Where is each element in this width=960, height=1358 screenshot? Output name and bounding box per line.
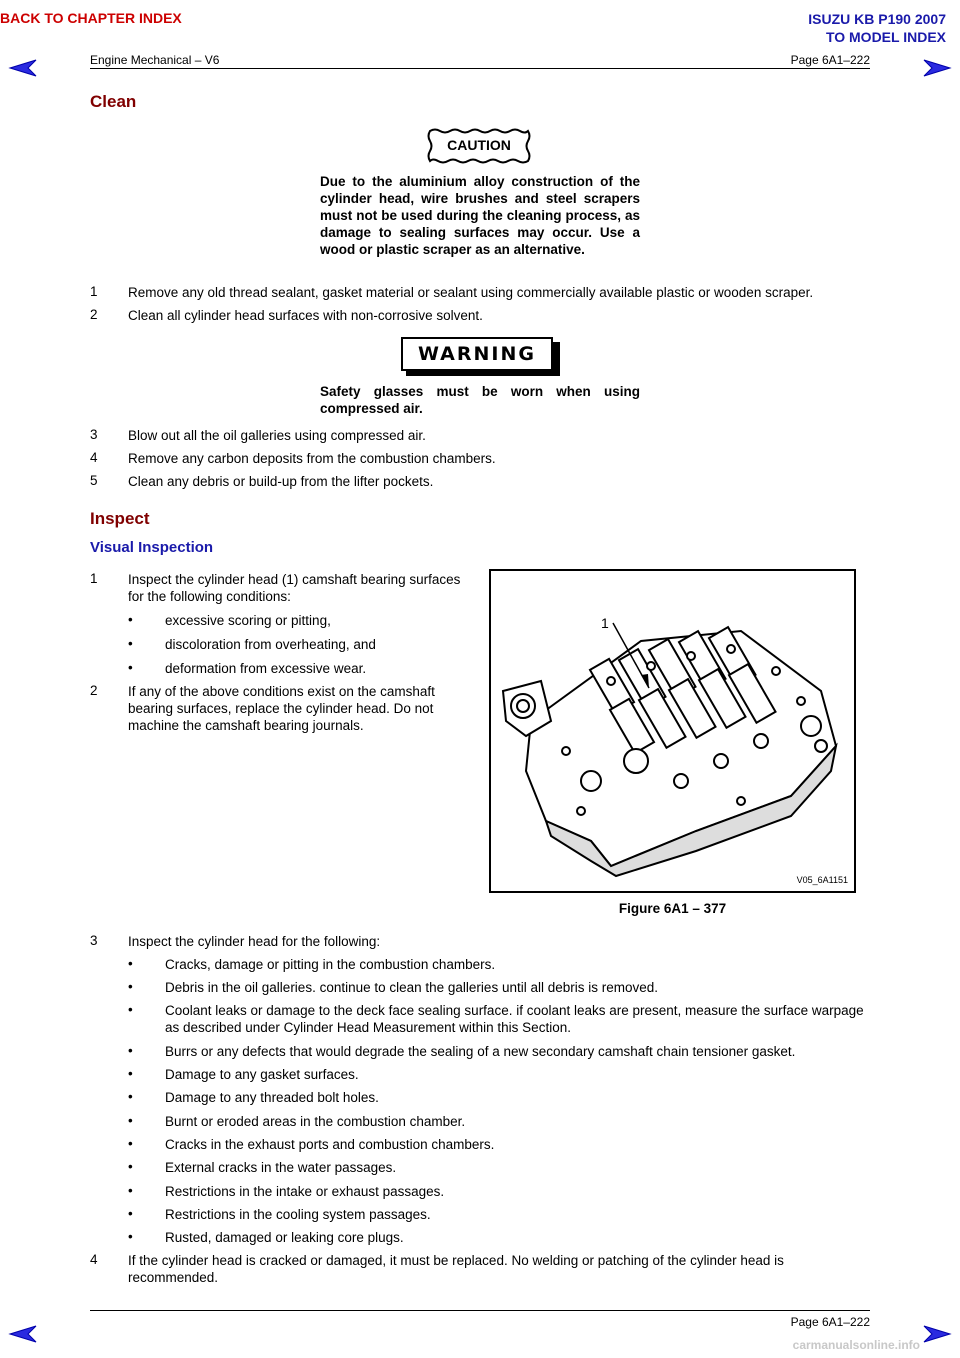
- clean-step-2-number: 2: [90, 307, 98, 322]
- inspect-step-3-bullet: Damage to any gasket surfaces.: [165, 1067, 359, 1082]
- inspect-step-4-number: 4: [90, 1252, 98, 1267]
- inspect-step-4-text: If the cylinder head is cracked or damaged, it must be replaced. No welding or patching of the cylinder head is recommended.: [128, 1253, 784, 1285]
- inspect-step-3-text: Inspect the cylinder head for the following:: [128, 934, 381, 949]
- inspect-step-2-text: If any of the above conditions exist on the camshaft bearing surfaces, replace the cylinder head. Do not machine the camshaft bearing journals.: [128, 684, 435, 733]
- cylinder-head-illustration: [491, 571, 854, 891]
- bullet-icon: •: [128, 1002, 133, 1017]
- inspect-step-3-bullet: Restrictions in the intake or exhaust passages.: [165, 1184, 445, 1199]
- caution-label: CAUTION: [447, 137, 511, 153]
- back-to-chapter-index-link[interactable]: BACK TO CHAPTER INDEX: [0, 10, 182, 26]
- header-title: Engine Mechanical – V6: [90, 53, 220, 67]
- bullet-icon: •: [128, 612, 133, 627]
- clean-step-5-number: 5: [90, 473, 98, 488]
- bullet-icon: •: [128, 1136, 133, 1151]
- inspect-step-1-bullet: deformation from excessive wear.: [165, 661, 367, 676]
- cylinder-head-figure: [489, 569, 856, 893]
- inspect-step-1-number: 1: [90, 571, 98, 586]
- figure-code: V05_6A1151: [796, 875, 848, 885]
- bullet-icon: •: [128, 1206, 133, 1221]
- inspect-step-3-bullet: Debris in the oil galleries. continue to clean the galleries until all debris is removed.: [165, 980, 659, 995]
- bullet-icon: •: [128, 1159, 133, 1174]
- figure-callout-number: 1: [601, 615, 609, 631]
- warning-label: WARNING: [401, 337, 553, 371]
- bullet-icon: •: [128, 1043, 133, 1058]
- bullet-icon: •: [128, 1089, 133, 1104]
- inspect-step-3-bullet: Restrictions in the cooling system passages.: [165, 1207, 431, 1222]
- footer-divider: [90, 1310, 870, 1311]
- inspect-step-3-bullet: Cracks, damage or pitting in the combustion chambers.: [165, 957, 496, 972]
- visual-inspection-subheading: Visual Inspection: [90, 539, 214, 556]
- bullet-icon: •: [128, 1113, 133, 1128]
- inspect-step-3-bullet: External cracks in the water passages.: [165, 1160, 397, 1175]
- inspect-step-1-bullet: excessive scoring or pitting,: [165, 613, 331, 628]
- header-page-number: Page 6A1–222: [790, 53, 870, 67]
- clean-step-3-text: Blow out all the oil galleries using compressed air.: [128, 428, 426, 443]
- footer-page-number: Page 6A1–222: [790, 1315, 870, 1329]
- inspect-step-1-bullet: discoloration from overheating, and: [165, 637, 376, 652]
- bullet-icon: •: [128, 660, 133, 675]
- clean-step-1-text: Remove any old thread sealant, gasket material or sealant using commercially available plastic or wooden scraper.: [128, 285, 814, 300]
- next-page-arrow-icon[interactable]: [922, 58, 952, 78]
- inspect-step-1-text: Inspect the cylinder head (1) camshaft bearing surfaces for the following conditions:: [128, 572, 461, 604]
- bullet-icon: •: [128, 1229, 133, 1244]
- bullet-icon: •: [128, 956, 133, 971]
- watermark: carmanualsonline.info: [792, 1338, 920, 1352]
- inspect-step-3-bullet: Rusted, damaged or leaking core plugs.: [165, 1230, 404, 1245]
- clean-step-4-text: Remove any carbon deposits from the combustion chambers.: [128, 451, 496, 466]
- clean-step-1-number: 1: [90, 284, 98, 299]
- previous-page-arrow-icon[interactable]: [8, 58, 38, 78]
- inspect-step-3-bullet: Damage to any threaded bolt holes.: [165, 1090, 379, 1105]
- inspect-step-3-bullet: Burnt or eroded areas in the combustion chamber.: [165, 1114, 466, 1129]
- inspect-step-3-bullet: Burrs or any defects that would degrade the sealing of a new secondary camshaft chain tensioner gasket.: [165, 1044, 796, 1059]
- next-page-arrow-icon[interactable]: [922, 1324, 952, 1344]
- model-index-line2: TO MODEL INDEX: [825, 29, 946, 45]
- inspect-heading: Inspect: [90, 509, 150, 528]
- inspect-step-2-number: 2: [90, 683, 98, 698]
- clean-step-5-text: Clean any debris or build-up from the lifter pockets.: [128, 474, 434, 489]
- bullet-icon: •: [128, 1183, 133, 1198]
- inspect-step-3-bullet: Coolant leaks or damage to the deck face sealing surface. if coolant leaks are present, measure the surface warpage as described under Cylinder Head Measurement within this Section.: [165, 1003, 864, 1035]
- bullet-icon: •: [128, 1066, 133, 1081]
- inspect-step-3-number: 3: [90, 933, 98, 948]
- inspect-step-3-bullet: Cracks in the exhaust ports and combustion chambers.: [165, 1137, 495, 1152]
- bullet-icon: •: [128, 979, 133, 994]
- bullet-icon: •: [128, 636, 133, 651]
- model-index-link[interactable]: [808, 10, 946, 46]
- model-index-line1: ISUZU KB P190 2007: [808, 11, 946, 27]
- caution-text: Due to the aluminium alloy construction of the cylinder head, wire brushes and steel scrapers must not be used during the cleaning process, as damage to sealing surfaces may occur. Use a wood or plastic scraper as an alternative.: [320, 174, 640, 257]
- previous-page-arrow-icon[interactable]: [8, 1324, 38, 1344]
- warning-text: Safety glasses must be worn when using compressed air.: [320, 384, 640, 416]
- clean-step-4-number: 4: [90, 450, 98, 465]
- figure-caption: Figure 6A1 – 377: [618, 901, 727, 916]
- clean-heading: Clean: [90, 92, 137, 111]
- header-divider: [90, 68, 870, 69]
- clean-step-2-text: Clean all cylinder head surfaces with non-corrosive solvent.: [128, 308, 483, 323]
- clean-step-3-number: 3: [90, 427, 98, 442]
